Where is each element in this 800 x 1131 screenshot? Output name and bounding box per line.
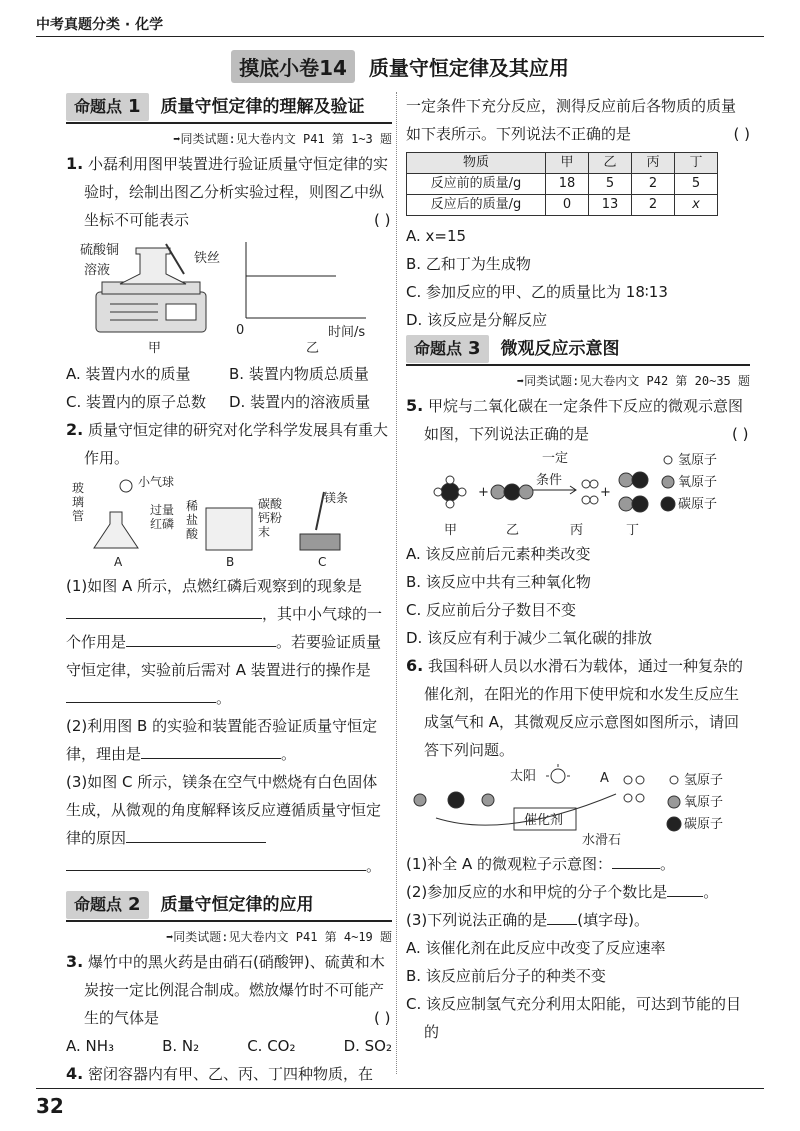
question-4-cont: 一定条件下充分反应，测得反应前后各物质的质量如下表所示。下列说法不正确的是 ( ): [406, 97, 750, 143]
right-column: [406, 92, 750, 1046]
svg-text:盐: 盐: [186, 513, 199, 527]
svg-text:氧原子: 氧原子: [684, 795, 724, 810]
option[interactable]: A. 装置内水的质量: [66, 365, 191, 383]
section-name: 质量守恒定律的应用: [160, 895, 314, 915]
question-4-start: 4. 密闭容器内有甲、乙、丙、丁四种物质，在: [66, 1064, 374, 1083]
question-2: 2. 质量守恒定律的研究对化学科学发展具有重大作用。: [66, 420, 389, 467]
svg-text:管: 管: [72, 509, 85, 523]
blank[interactable]: [667, 878, 703, 897]
option[interactable]: C. 装置内的原子总数: [66, 393, 207, 411]
section-tag: 命题点 3: [406, 335, 489, 363]
svg-text:稀: 稀: [186, 499, 199, 513]
question-6: 6. 我国科研人员以水滑石为载体，通过一种复杂的催化剂，在阳光的作用下使甲烷和水发生反应生成氢气和 A，其微观反应示意图如图所示，请回答下列问题。: [406, 656, 744, 759]
title-text: 质量守恒定律及其应用: [368, 56, 569, 80]
svg-text:碳酸: 碳酸: [258, 497, 283, 511]
option[interactable]: A. 该反应前后元素种类改变: [406, 545, 591, 563]
table-header-row: 物质 甲 乙 丙 丁: [407, 153, 718, 174]
fig-label-iron-wire: 铁丝: [194, 251, 221, 266]
svg-text:丙: 丙: [570, 523, 584, 538]
q6-part1: (1)补全 A 的微观粒子示意图： 。: [406, 850, 750, 878]
label-mg-ribbon: 镁条: [324, 491, 349, 505]
ref-link[interactable]: ➡同类试题:见大卷内文 P41 第 4~19 题: [166, 930, 392, 944]
option[interactable]: A. 该催化剂在此反应中改变了反应速率: [406, 939, 666, 957]
option[interactable]: A. NH₃: [66, 1037, 115, 1055]
mass-time-graph: [246, 242, 366, 318]
option[interactable]: C. 参加反应的甲、乙的质量比为 18∶13: [406, 283, 668, 301]
option[interactable]: B. 乙和丁为生成物: [406, 255, 531, 273]
left-column: [66, 92, 392, 1088]
fig-caption-jia: 甲: [148, 341, 162, 356]
option[interactable]: B. 装置内物质总质量: [229, 365, 369, 383]
svg-text:A: A: [600, 771, 609, 786]
svg-text:水滑石: 水滑石: [582, 833, 622, 848]
q5-figure: [406, 448, 746, 540]
svg-text:太阳: 太阳: [510, 769, 537, 784]
question-5: 5. 甲烷与二氧化碳在一定条件下反应的微观示意图如图，下列说法正确的是 ( ): [406, 396, 749, 443]
blank[interactable]: [126, 628, 276, 647]
svg-text:A: A: [114, 555, 123, 569]
option[interactable]: D. SO₂: [343, 1037, 392, 1055]
svg-text:条件: 条件: [536, 473, 563, 488]
svg-text:钙粉: 钙粉: [258, 511, 283, 525]
co2-molecule-icon: [491, 484, 533, 500]
svg-text:氢原子: 氢原子: [678, 453, 718, 468]
svg-text:乙: 乙: [506, 523, 520, 538]
page-number: 32: [36, 1094, 64, 1118]
svg-text:碳原子: 碳原子: [678, 497, 718, 512]
option[interactable]: B. 该反应中共有三种氧化物: [406, 573, 591, 591]
blank[interactable]: [141, 740, 281, 759]
svg-text:C: C: [318, 555, 327, 569]
atom-legend: [667, 776, 681, 831]
section-1-header: [66, 92, 392, 124]
q2-figure: [66, 472, 386, 572]
svg-text:氧原子: 氧原子: [678, 475, 718, 490]
title-badge: 摸底小卷14: [231, 50, 355, 83]
fig-label-solution: 溶液: [84, 263, 111, 278]
column-divider: [396, 92, 397, 1074]
svg-text:末: 末: [258, 525, 271, 539]
blank[interactable]: [66, 600, 262, 619]
option[interactable]: D. 该反应有利于减少二氧化碳的排放: [406, 629, 653, 647]
ref-link[interactable]: ➡同类试题:见大卷内文 P41 第 1~3 题: [173, 132, 392, 146]
blank[interactable]: [547, 906, 577, 925]
q2-part3: (3)如图 C 所示，镁条在空气中燃烧有白色固体生成，从微观的角度解释该反应遵循质量守恒定律的原因: [66, 773, 382, 847]
mass-table: [406, 152, 718, 216]
svg-text:丁: 丁: [626, 523, 640, 538]
graph-x-label: 时间/s: [328, 325, 366, 340]
section-name: 质量守恒定律的理解及验证: [160, 97, 365, 117]
svg-text:红磷: 红磷: [150, 517, 175, 531]
option[interactable]: A. x=15: [406, 227, 467, 245]
option[interactable]: D. 装置内的溶液质量: [229, 393, 371, 411]
label-balloon: 小气球: [138, 475, 175, 489]
svg-text:+: +: [478, 485, 489, 500]
section-tag: 命题点 1: [66, 93, 149, 121]
section-3-header: [406, 334, 750, 366]
beaker-b-icon: [206, 508, 252, 550]
table-row: 反应前的质量/g 18 5 2 5: [407, 174, 718, 195]
svg-text:过量: 过量: [150, 503, 175, 517]
header-rule: [36, 36, 764, 37]
svg-text:玻: 玻: [72, 481, 85, 495]
blank[interactable]: [66, 852, 366, 871]
sun-icon: [546, 764, 570, 783]
q6-part2: (2)参加反应的水和甲烷的分子个数比是 。: [406, 878, 750, 906]
flask-icon: [120, 244, 186, 284]
svg-text:氢原子: 氢原子: [684, 773, 724, 788]
footer-rule: [36, 1088, 764, 1089]
option[interactable]: C. CO₂: [247, 1037, 296, 1055]
co-molecule-icon: [619, 472, 648, 512]
q2-part1: (1)如图 A 所示，点燃红磷后观察到的现象是，其中小气球的一个作用是 。若要验证质量守恒定律，实验前后需对 A 装置进行的操作是。: [66, 577, 383, 707]
svg-text:催化剂: 催化剂: [524, 813, 564, 828]
q6-part3: (3)下列说法正确的是 (填字母)。: [406, 906, 750, 934]
q1-figure: [66, 234, 386, 360]
option[interactable]: C. 该反应制氢气充分利用太阳能，可达到节能的目的: [406, 995, 742, 1041]
tongs-icon: [316, 492, 324, 530]
atom-legend: [661, 456, 675, 511]
fig-caption-yi: 乙: [306, 341, 320, 356]
h2-molecule-icon: [582, 480, 598, 504]
question-1: 1. 小磊利用图甲装置进行验证质量守恒定律的实验时，绘制出图乙分析实验过程，则图乙中纵坐标不可能表示 ( ): [66, 154, 391, 229]
table-row: 反应后的质量/g 0 13 2 x: [407, 195, 718, 216]
blank[interactable]: [612, 850, 660, 869]
blank[interactable]: [66, 684, 216, 703]
section-name: 微观反应示意图: [500, 339, 620, 359]
q2-part2: (2)利用图 B 的实验和装置能否验证质量守恒定律，理由是 。: [66, 717, 378, 763]
fig-label-cuso4: 硫酸铜: [80, 243, 120, 258]
section-tag: 命题点 2: [66, 891, 149, 919]
methane-molecule-icon: [434, 476, 466, 508]
q2-part3-line: 。: [66, 852, 392, 880]
graph-origin: 0: [236, 323, 245, 338]
q6-figure: [406, 764, 746, 850]
option[interactable]: C. 反应前后分子数目不变: [406, 601, 577, 619]
option[interactable]: B. 该反应前后分子的种类不变: [406, 967, 606, 985]
blank[interactable]: [126, 824, 266, 843]
ref-link[interactable]: ➡同类试题:见大卷内文 P42 第 20~35 题: [516, 374, 750, 388]
question-3: 3. 爆竹中的黑火药是由硝石(硝酸钾)、硫黄和木炭按一定比例混合制成。燃放爆竹时不可能产生的气体是 ( ): [66, 952, 391, 1027]
reactant-molecules-icon: [414, 792, 494, 808]
balloon-icon: [120, 480, 132, 492]
svg-text:酸: 酸: [186, 527, 199, 541]
page-title: [0, 50, 800, 83]
running-title: 中考真题分类 · 化学: [36, 17, 164, 33]
section-2-header: [66, 890, 392, 922]
svg-text:璃: 璃: [72, 495, 85, 509]
svg-text:碳原子: 碳原子: [684, 817, 724, 832]
option[interactable]: B. N₂: [162, 1037, 200, 1055]
h2-product-icon: [624, 776, 644, 802]
q3-options: [66, 1032, 392, 1060]
svg-text:+: +: [600, 485, 611, 500]
balance-icon: [96, 282, 206, 332]
svg-text:甲: 甲: [444, 523, 458, 538]
q1-options: [66, 360, 392, 416]
option[interactable]: D. 该反应是分解反应: [406, 311, 548, 329]
mat-c-icon: [300, 534, 340, 550]
svg-text:B: B: [226, 555, 235, 569]
flask-a-icon: [94, 512, 138, 548]
svg-text:一定: 一定: [542, 451, 569, 466]
